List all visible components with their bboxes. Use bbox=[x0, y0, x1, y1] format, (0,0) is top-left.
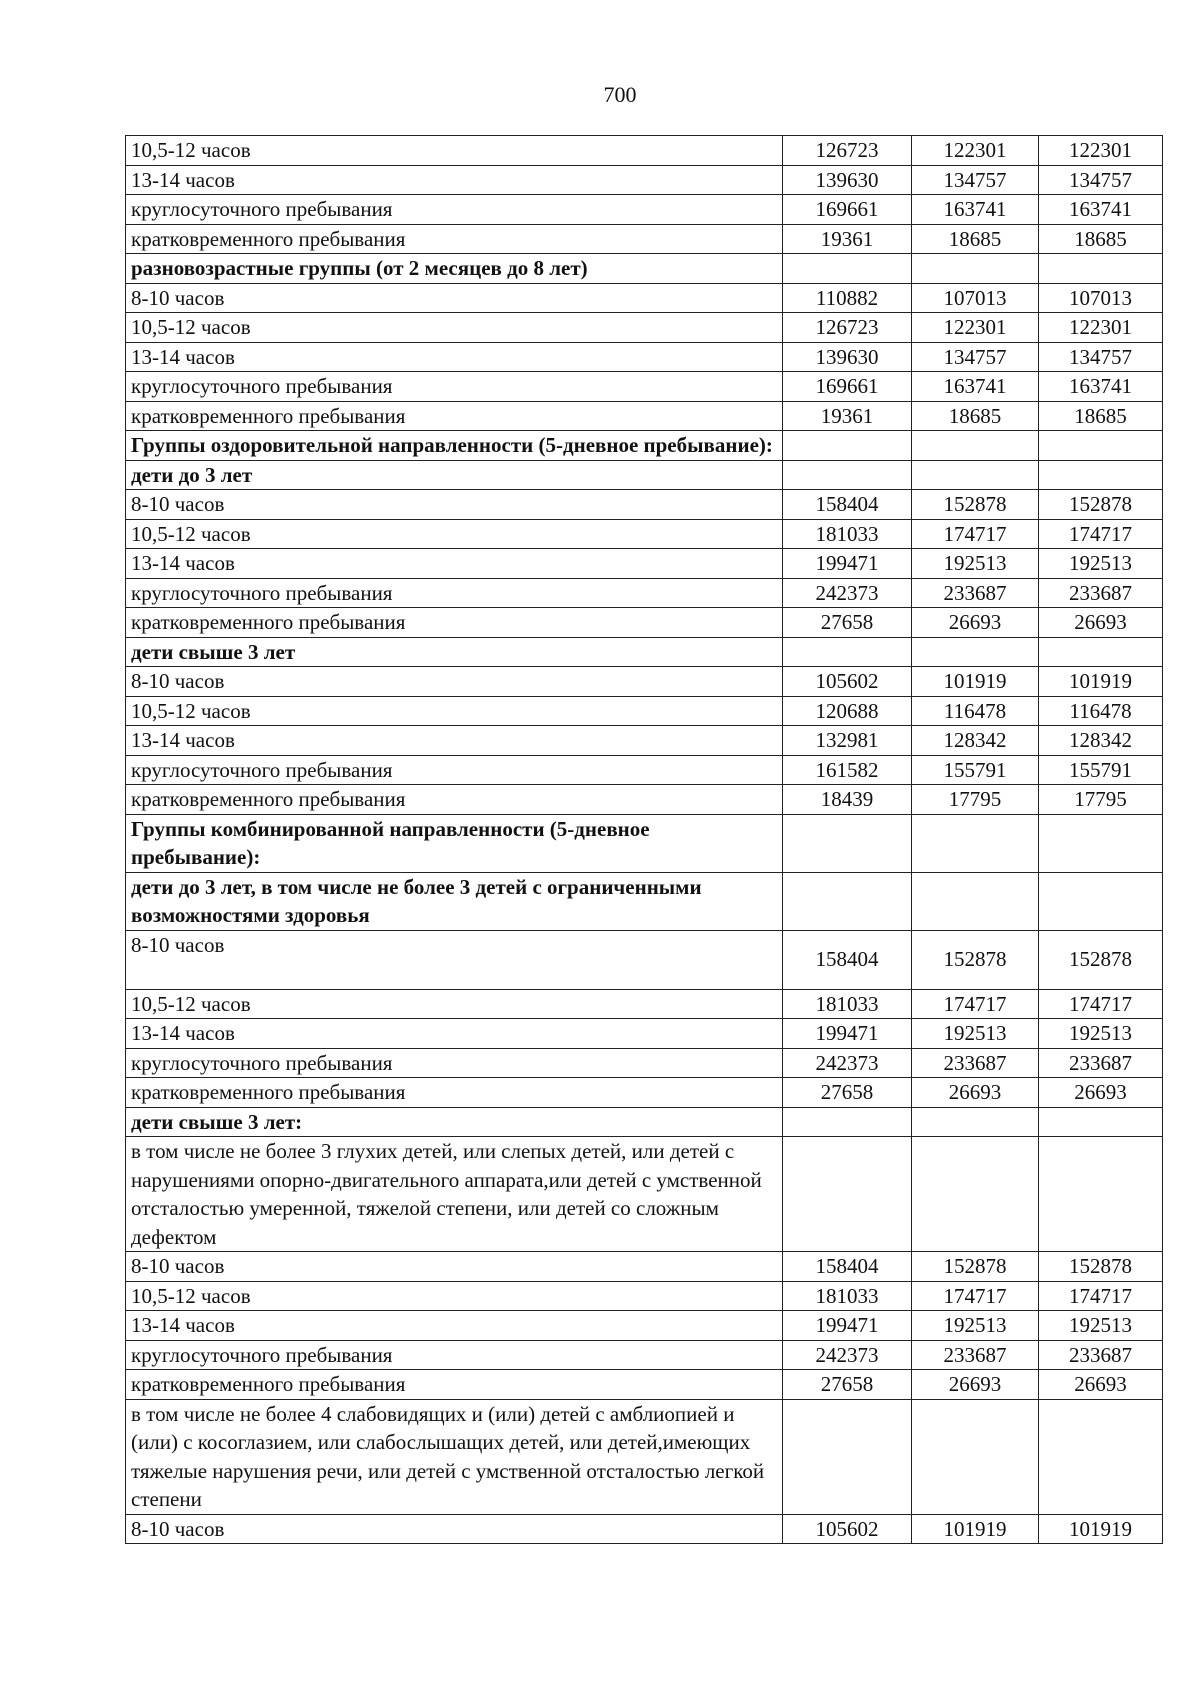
row-label: разновозрастные группы (от 2 месяцев до 8 лет) bbox=[126, 254, 783, 284]
value-cell-2 bbox=[912, 1399, 1039, 1514]
value-cell-1: 158404 bbox=[783, 490, 912, 520]
value-cell-1: 158404 bbox=[783, 1252, 912, 1282]
value-cell-2: 26693 bbox=[912, 1078, 1039, 1108]
value-cell-2: 152878 bbox=[912, 490, 1039, 520]
row-label: в том числе не более 4 слабовидящих и (или) детей с амблиопией и (или) с косоглазием, или слабослышащих детей, или детей,имеющих тяжелые нарушения речи, или детей с умственной отсталостью легкой степени bbox=[126, 1399, 783, 1514]
row-label: дети до 3 лет bbox=[126, 460, 783, 490]
table-row bbox=[126, 872, 1163, 930]
value-cell-1: 126723 bbox=[783, 136, 912, 166]
table-body bbox=[126, 136, 1163, 1544]
value-cell-3 bbox=[1039, 431, 1163, 461]
value-cell-3: 192513 bbox=[1039, 1019, 1163, 1049]
table-row bbox=[126, 637, 1163, 667]
value-cell-3 bbox=[1039, 1107, 1163, 1137]
value-cell-1: 169661 bbox=[783, 372, 912, 402]
row-label: 10,5-12 часов bbox=[126, 136, 783, 166]
row-label: круглосуточного пребывания bbox=[126, 755, 783, 785]
value-cell-3: 134757 bbox=[1039, 342, 1163, 372]
row-label: 13-14 часов bbox=[126, 549, 783, 579]
value-cell-3: 192513 bbox=[1039, 549, 1163, 579]
value-cell-3: 26693 bbox=[1039, 1078, 1163, 1108]
row-label: кратковременного пребывания bbox=[126, 608, 783, 638]
value-cell-2 bbox=[912, 637, 1039, 667]
table-row bbox=[126, 283, 1163, 313]
value-cell-2: 18685 bbox=[912, 224, 1039, 254]
row-label: круглосуточного пребывания bbox=[126, 1340, 783, 1370]
row-label: 8-10 часов bbox=[126, 930, 783, 989]
value-cell-2: 192513 bbox=[912, 549, 1039, 579]
value-cell-3: 101919 bbox=[1039, 1514, 1163, 1544]
value-cell-2: 17795 bbox=[912, 785, 1039, 815]
row-label: 10,5-12 часов bbox=[126, 313, 783, 343]
value-cell-1: 132981 bbox=[783, 726, 912, 756]
table-row bbox=[126, 372, 1163, 402]
value-cell-1: 110882 bbox=[783, 283, 912, 313]
value-cell-3: 233687 bbox=[1039, 578, 1163, 608]
table-row bbox=[126, 1107, 1163, 1137]
value-cell-1 bbox=[783, 254, 912, 284]
value-cell-1: 242373 bbox=[783, 578, 912, 608]
table-row bbox=[126, 431, 1163, 461]
table-row bbox=[126, 696, 1163, 726]
value-cell-1: 199471 bbox=[783, 549, 912, 579]
value-cell-3: 152878 bbox=[1039, 930, 1163, 989]
table-row bbox=[126, 1370, 1163, 1400]
table-row bbox=[126, 224, 1163, 254]
value-cell-2: 122301 bbox=[912, 313, 1039, 343]
table-row bbox=[126, 726, 1163, 756]
value-cell-3: 107013 bbox=[1039, 283, 1163, 313]
value-cell-2: 122301 bbox=[912, 136, 1039, 166]
table-row bbox=[126, 1399, 1163, 1514]
row-label: дети до 3 лет, в том числе не более 3 детей с ограниченными возможностями здоровья bbox=[126, 872, 783, 930]
row-label: дети свыше 3 лет bbox=[126, 637, 783, 667]
value-cell-2: 134757 bbox=[912, 165, 1039, 195]
table-row bbox=[126, 460, 1163, 490]
row-label: Группы оздоровительной направленности (5-дневное пребывание): bbox=[126, 431, 783, 461]
value-cell-3: 26693 bbox=[1039, 1370, 1163, 1400]
value-cell-2: 26693 bbox=[912, 1370, 1039, 1400]
value-cell-3: 163741 bbox=[1039, 195, 1163, 225]
row-label: 10,5-12 часов bbox=[126, 696, 783, 726]
row-label: Группы комбинированной направленности (5-дневное пребывание): bbox=[126, 814, 783, 872]
value-cell-1 bbox=[783, 872, 912, 930]
value-cell-2: 152878 bbox=[912, 1252, 1039, 1282]
value-cell-3 bbox=[1039, 814, 1163, 872]
table-row bbox=[126, 195, 1163, 225]
value-cell-3 bbox=[1039, 1137, 1163, 1252]
value-cell-2: 107013 bbox=[912, 283, 1039, 313]
row-label: кратковременного пребывания bbox=[126, 1078, 783, 1108]
table-row bbox=[126, 989, 1163, 1019]
value-cell-1 bbox=[783, 1107, 912, 1137]
value-cell-2: 128342 bbox=[912, 726, 1039, 756]
value-cell-1: 181033 bbox=[783, 1281, 912, 1311]
value-cell-3: 155791 bbox=[1039, 755, 1163, 785]
table-row bbox=[126, 1281, 1163, 1311]
row-label: круглосуточного пребывания bbox=[126, 1048, 783, 1078]
row-label: круглосуточного пребывания bbox=[126, 578, 783, 608]
value-cell-1 bbox=[783, 637, 912, 667]
value-cell-3: 26693 bbox=[1039, 608, 1163, 638]
value-cell-3: 18685 bbox=[1039, 401, 1163, 431]
row-label: 13-14 часов bbox=[126, 1311, 783, 1341]
value-cell-2: 18685 bbox=[912, 401, 1039, 431]
value-cell-2: 192513 bbox=[912, 1019, 1039, 1049]
table-row bbox=[126, 667, 1163, 697]
value-cell-3: 17795 bbox=[1039, 785, 1163, 815]
value-cell-3: 134757 bbox=[1039, 165, 1163, 195]
value-cell-1: 19361 bbox=[783, 401, 912, 431]
table-row bbox=[126, 401, 1163, 431]
value-cell-2: 163741 bbox=[912, 372, 1039, 402]
table-row bbox=[126, 1078, 1163, 1108]
value-cell-2 bbox=[912, 431, 1039, 461]
value-cell-1: 139630 bbox=[783, 165, 912, 195]
value-cell-1: 120688 bbox=[783, 696, 912, 726]
value-cell-3: 163741 bbox=[1039, 372, 1163, 402]
value-cell-2: 101919 bbox=[912, 667, 1039, 697]
value-cell-1: 19361 bbox=[783, 224, 912, 254]
value-cell-1: 161582 bbox=[783, 755, 912, 785]
tariff-table bbox=[125, 135, 1163, 1544]
table-row bbox=[126, 1137, 1163, 1252]
value-cell-3: 122301 bbox=[1039, 313, 1163, 343]
value-cell-2 bbox=[912, 872, 1039, 930]
table-row bbox=[126, 165, 1163, 195]
page-number: 700 bbox=[603, 82, 637, 107]
value-cell-3: 233687 bbox=[1039, 1048, 1163, 1078]
value-cell-3 bbox=[1039, 1399, 1163, 1514]
value-cell-2: 174717 bbox=[912, 1281, 1039, 1311]
value-cell-3 bbox=[1039, 460, 1163, 490]
row-label: кратковременного пребывания bbox=[126, 401, 783, 431]
table-row bbox=[126, 136, 1163, 166]
table-row bbox=[126, 1340, 1163, 1370]
row-label: 10,5-12 часов bbox=[126, 989, 783, 1019]
value-cell-1: 18439 bbox=[783, 785, 912, 815]
value-cell-3 bbox=[1039, 254, 1163, 284]
table-row bbox=[126, 519, 1163, 549]
table-row bbox=[126, 342, 1163, 372]
value-cell-3: 174717 bbox=[1039, 1281, 1163, 1311]
value-cell-3: 192513 bbox=[1039, 1311, 1163, 1341]
value-cell-1: 27658 bbox=[783, 608, 912, 638]
value-cell-1 bbox=[783, 460, 912, 490]
value-cell-1: 199471 bbox=[783, 1019, 912, 1049]
value-cell-2 bbox=[912, 1107, 1039, 1137]
value-cell-1: 105602 bbox=[783, 667, 912, 697]
value-cell-1: 169661 bbox=[783, 195, 912, 225]
value-cell-1: 27658 bbox=[783, 1078, 912, 1108]
value-cell-2: 163741 bbox=[912, 195, 1039, 225]
table-row bbox=[126, 578, 1163, 608]
value-cell-1 bbox=[783, 431, 912, 461]
value-cell-1: 126723 bbox=[783, 313, 912, 343]
row-label: 8-10 часов bbox=[126, 490, 783, 520]
value-cell-2 bbox=[912, 460, 1039, 490]
value-cell-2 bbox=[912, 814, 1039, 872]
value-cell-2: 192513 bbox=[912, 1311, 1039, 1341]
value-cell-2: 155791 bbox=[912, 755, 1039, 785]
row-label: 10,5-12 часов bbox=[126, 1281, 783, 1311]
value-cell-2: 174717 bbox=[912, 989, 1039, 1019]
table-row bbox=[126, 785, 1163, 815]
value-cell-3: 152878 bbox=[1039, 1252, 1163, 1282]
row-label: 8-10 часов bbox=[126, 1514, 783, 1544]
value-cell-1: 199471 bbox=[783, 1311, 912, 1341]
value-cell-1: 158404 bbox=[783, 930, 912, 989]
table-row bbox=[126, 1019, 1163, 1049]
row-label: 8-10 часов bbox=[126, 283, 783, 313]
row-label: 13-14 часов bbox=[126, 1019, 783, 1049]
value-cell-2: 174717 bbox=[912, 519, 1039, 549]
value-cell-3: 174717 bbox=[1039, 989, 1163, 1019]
row-label: 8-10 часов bbox=[126, 667, 783, 697]
value-cell-1: 27658 bbox=[783, 1370, 912, 1400]
table-row bbox=[126, 549, 1163, 579]
value-cell-2: 101919 bbox=[912, 1514, 1039, 1544]
value-cell-2: 26693 bbox=[912, 608, 1039, 638]
value-cell-3: 152878 bbox=[1039, 490, 1163, 520]
table-row bbox=[126, 755, 1163, 785]
value-cell-1 bbox=[783, 1137, 912, 1252]
value-cell-2: 233687 bbox=[912, 1048, 1039, 1078]
value-cell-3: 18685 bbox=[1039, 224, 1163, 254]
row-label: кратковременного пребывания bbox=[126, 224, 783, 254]
value-cell-3: 174717 bbox=[1039, 519, 1163, 549]
value-cell-3: 233687 bbox=[1039, 1340, 1163, 1370]
value-cell-2 bbox=[912, 254, 1039, 284]
value-cell-1: 181033 bbox=[783, 519, 912, 549]
value-cell-2: 134757 bbox=[912, 342, 1039, 372]
value-cell-3: 128342 bbox=[1039, 726, 1163, 756]
value-cell-1: 242373 bbox=[783, 1340, 912, 1370]
row-label: в том числе не более 3 глухих детей, или слепых детей, или детей с нарушениями опорно-двигательного аппарата,или детей с умственной отсталостью умеренной, тяжелой степени, или детей со сложным дефектом bbox=[126, 1137, 783, 1252]
value-cell-2: 116478 bbox=[912, 696, 1039, 726]
table-row bbox=[126, 313, 1163, 343]
value-cell-3: 101919 bbox=[1039, 667, 1163, 697]
value-cell-1: 139630 bbox=[783, 342, 912, 372]
row-label: круглосуточного пребывания bbox=[126, 195, 783, 225]
row-label: 13-14 часов bbox=[126, 342, 783, 372]
table-row bbox=[126, 608, 1163, 638]
table-row bbox=[126, 1048, 1163, 1078]
value-cell-1 bbox=[783, 814, 912, 872]
value-cell-2 bbox=[912, 1137, 1039, 1252]
table-row bbox=[126, 930, 1163, 989]
value-cell-1: 181033 bbox=[783, 989, 912, 1019]
value-cell-3 bbox=[1039, 872, 1163, 930]
value-cell-3: 116478 bbox=[1039, 696, 1163, 726]
value-cell-2: 233687 bbox=[912, 1340, 1039, 1370]
value-cell-1 bbox=[783, 1399, 912, 1514]
row-label: кратковременного пребывания bbox=[126, 785, 783, 815]
table-row bbox=[126, 1252, 1163, 1282]
row-label: кратковременного пребывания bbox=[126, 1370, 783, 1400]
table-row bbox=[126, 254, 1163, 284]
row-label: 13-14 часов bbox=[126, 726, 783, 756]
row-label: круглосуточного пребывания bbox=[126, 372, 783, 402]
table-row bbox=[126, 814, 1163, 872]
value-cell-1: 242373 bbox=[783, 1048, 912, 1078]
row-label: 8-10 часов bbox=[126, 1252, 783, 1282]
row-label: 13-14 часов bbox=[126, 165, 783, 195]
row-label: дети свыше 3 лет: bbox=[126, 1107, 783, 1137]
table-row bbox=[126, 490, 1163, 520]
value-cell-3 bbox=[1039, 637, 1163, 667]
row-label: 10,5-12 часов bbox=[126, 519, 783, 549]
value-cell-2: 233687 bbox=[912, 578, 1039, 608]
value-cell-1: 105602 bbox=[783, 1514, 912, 1544]
table-row bbox=[126, 1311, 1163, 1341]
table-row bbox=[126, 1514, 1163, 1544]
value-cell-2: 152878 bbox=[912, 930, 1039, 989]
value-cell-3: 122301 bbox=[1039, 136, 1163, 166]
